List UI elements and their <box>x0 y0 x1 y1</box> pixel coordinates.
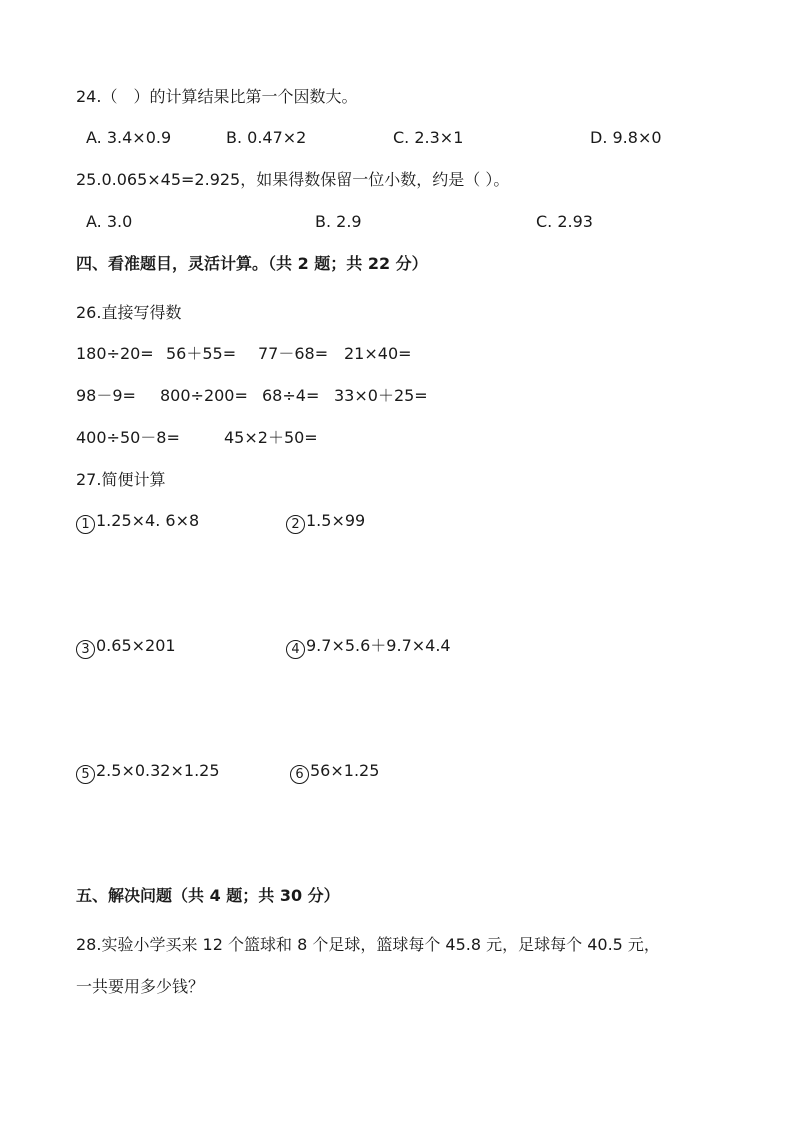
question-25-option-b: B. 2.9 <box>315 212 362 231</box>
oral-calc-item: 98－9= <box>76 386 136 405</box>
circled-number: 4 <box>286 640 305 659</box>
simplify-calc-item-5 <box>76 761 220 784</box>
oral-calc-item: 21×40= <box>344 344 412 363</box>
oral-calc-item: 77－68= <box>258 344 329 363</box>
simplify-calc-item-4 <box>286 636 451 659</box>
oral-calc-item: 68÷4= <box>262 386 320 405</box>
oral-calc-item: 33×0＋25= <box>334 386 428 405</box>
simplify-calc-item-6 <box>290 761 379 784</box>
simplify-expression: 56×1.25 <box>310 761 380 780</box>
circled-number: 5 <box>76 765 95 784</box>
simplify-expression: 9.7×5.6＋9.7×4.4 <box>306 636 451 655</box>
question-24-text: 24.（ ）的计算结果比第一个因数大。 <box>76 87 358 106</box>
oral-calc-item: 56＋55= <box>166 344 237 363</box>
simplify-calc-item-2 <box>286 511 365 534</box>
section-4-title: 四、看准题目，灵活计算。（共 2 题；共 22 分） <box>76 254 428 273</box>
question-28-line-1: 28.实验小学买来 12 个篮球和 8 个足球，篮球每个 45.8 元，足球每个 40.5 元， <box>76 935 660 954</box>
simplify-calc-item-3 <box>76 636 176 659</box>
circled-number: 1 <box>76 515 95 534</box>
question-25-option-a: A. 3.0 <box>86 212 133 231</box>
simplify-expression: 2.5×0.32×1.25 <box>96 761 220 780</box>
circled-number: 6 <box>290 765 309 784</box>
oral-calc-item: 180÷20= <box>76 344 154 363</box>
question-28-line-2: 一共要用多少钱？ <box>76 977 205 996</box>
section-5-title: 五、解决问题（共 4 题；共 30 分） <box>76 886 340 905</box>
question-24-option-c: C. 2.3×1 <box>393 128 464 147</box>
question-25-text: 25.0.065×45=2.925，如果得数保留一位小数，约是（ ）。 <box>76 170 510 189</box>
oral-calc-item: 800÷200= <box>160 386 248 405</box>
circled-number: 3 <box>76 640 95 659</box>
simplify-calc-item-1 <box>76 511 199 534</box>
simplify-expression: 1.25×4. 6×8 <box>96 511 200 530</box>
circled-number: 2 <box>286 515 305 534</box>
oral-calc-item: 45×2＋50= <box>224 428 318 447</box>
oral-calc-item: 400÷50－8= <box>76 428 180 447</box>
question-26-text: 26.直接写得数 <box>76 303 182 322</box>
question-24-option-a: A. 3.4×0.9 <box>86 128 172 147</box>
simplify-expression: 1.5×99 <box>306 511 366 530</box>
question-24-option-d: D. 9.8×0 <box>590 128 662 147</box>
simplify-expression: 0.65×201 <box>96 636 176 655</box>
question-24-option-b: B. 0.47×2 <box>226 128 307 147</box>
question-27-text: 27.简便计算 <box>76 470 166 489</box>
question-25-option-c: C. 2.93 <box>536 212 593 231</box>
